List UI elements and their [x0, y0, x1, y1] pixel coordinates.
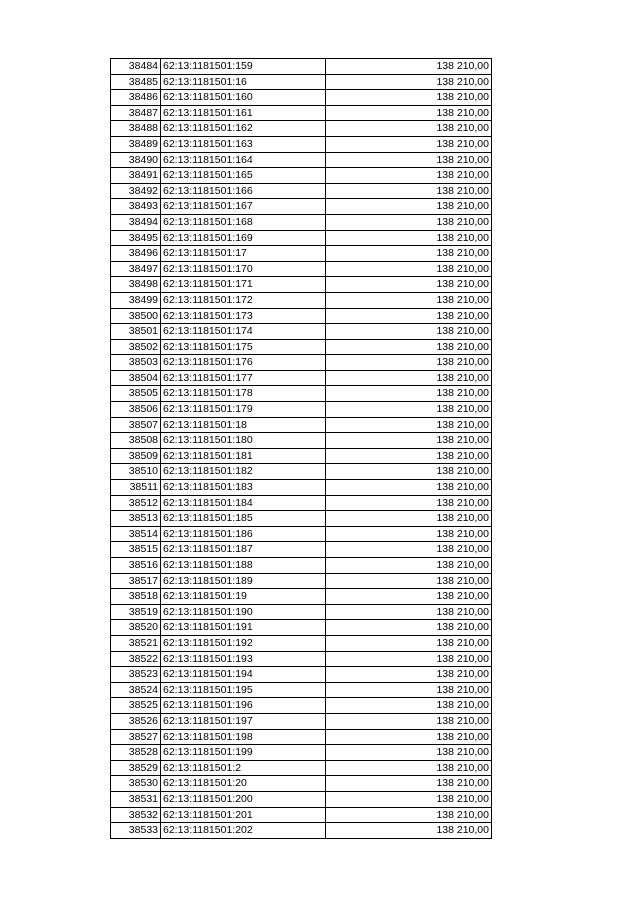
row-number-cell: 38523: [111, 667, 161, 683]
cadastral-number-cell: 62:13:1181501:181: [161, 448, 326, 464]
table-row: [111, 495, 492, 511]
table-body: [111, 59, 492, 839]
cadastral-number-cell: 62:13:1181501:20: [161, 776, 326, 792]
cadastral-number-cell: 62:13:1181501:180: [161, 433, 326, 449]
table-row: [111, 464, 492, 480]
amount-cell: 138 210,00: [326, 199, 492, 215]
amount-cell: 138 210,00: [326, 339, 492, 355]
table-row: [111, 620, 492, 636]
amount-cell: 138 210,00: [326, 620, 492, 636]
table-row: [111, 558, 492, 574]
amount-cell: 138 210,00: [326, 480, 492, 496]
row-number-cell: 38516: [111, 558, 161, 574]
amount-cell: 138 210,00: [326, 448, 492, 464]
amount-cell: 138 210,00: [326, 105, 492, 121]
table-row: [111, 105, 492, 121]
cadastral-number-cell: 62:13:1181501:196: [161, 698, 326, 714]
amount-cell: 138 210,00: [326, 168, 492, 184]
cadastral-number-cell: 62:13:1181501:168: [161, 214, 326, 230]
row-number-cell: 38505: [111, 386, 161, 402]
cadastral-number-cell: 62:13:1181501:198: [161, 729, 326, 745]
amount-cell: 138 210,00: [326, 90, 492, 106]
table-row: [111, 136, 492, 152]
table-row: [111, 261, 492, 277]
amount-cell: 138 210,00: [326, 324, 492, 340]
row-number-cell: 38509: [111, 448, 161, 464]
table-row: [111, 90, 492, 106]
cadastral-number-cell: 62:13:1181501:160: [161, 90, 326, 106]
amount-cell: 138 210,00: [326, 511, 492, 527]
table-row: [111, 745, 492, 761]
table-row: [111, 417, 492, 433]
table-row: [111, 823, 492, 839]
amount-cell: 138 210,00: [326, 745, 492, 761]
cadastral-number-cell: 62:13:1181501:197: [161, 713, 326, 729]
table-row: [111, 604, 492, 620]
amount-cell: 138 210,00: [326, 729, 492, 745]
amount-cell: 138 210,00: [326, 214, 492, 230]
row-number-cell: 38527: [111, 729, 161, 745]
amount-cell: 138 210,00: [326, 776, 492, 792]
row-number-cell: 38487: [111, 105, 161, 121]
amount-cell: 138 210,00: [326, 589, 492, 605]
cadastral-number-cell: 62:13:1181501:190: [161, 604, 326, 620]
amount-cell: 138 210,00: [326, 495, 492, 511]
row-number-cell: 38532: [111, 807, 161, 823]
table-row: [111, 386, 492, 402]
row-number-cell: 38495: [111, 230, 161, 246]
cadastral-value-table: [110, 58, 492, 839]
row-number-cell: 38520: [111, 620, 161, 636]
row-number-cell: 38525: [111, 698, 161, 714]
amount-cell: 138 210,00: [326, 277, 492, 293]
amount-cell: 138 210,00: [326, 230, 492, 246]
table-row: [111, 183, 492, 199]
table-row: [111, 589, 492, 605]
cadastral-number-cell: 62:13:1181501:185: [161, 511, 326, 527]
amount-cell: 138 210,00: [326, 791, 492, 807]
cadastral-number-cell: 62:13:1181501:170: [161, 261, 326, 277]
amount-cell: 138 210,00: [326, 292, 492, 308]
row-number-cell: 38496: [111, 246, 161, 262]
amount-cell: 138 210,00: [326, 261, 492, 277]
cadastral-number-cell: 62:13:1181501:162: [161, 121, 326, 137]
row-number-cell: 38484: [111, 59, 161, 75]
table-row: [111, 573, 492, 589]
row-number-cell: 38490: [111, 152, 161, 168]
table-row: [111, 791, 492, 807]
cadastral-number-cell: 62:13:1181501:19: [161, 589, 326, 605]
table-row: [111, 370, 492, 386]
cadastral-number-cell: 62:13:1181501:165: [161, 168, 326, 184]
amount-cell: 138 210,00: [326, 573, 492, 589]
table-row: [111, 713, 492, 729]
cadastral-number-cell: 62:13:1181501:2: [161, 760, 326, 776]
amount-cell: 138 210,00: [326, 604, 492, 620]
table-row: [111, 682, 492, 698]
table-row: [111, 121, 492, 137]
cadastral-number-cell: 62:13:1181501:179: [161, 402, 326, 418]
table-row: [111, 292, 492, 308]
amount-cell: 138 210,00: [326, 59, 492, 75]
amount-cell: 138 210,00: [326, 713, 492, 729]
table-row: [111, 324, 492, 340]
amount-cell: 138 210,00: [326, 433, 492, 449]
row-number-cell: 38493: [111, 199, 161, 215]
table-row: [111, 433, 492, 449]
table-row: [111, 355, 492, 371]
cadastral-number-cell: 62:13:1181501:193: [161, 651, 326, 667]
amount-cell: 138 210,00: [326, 635, 492, 651]
table-row: [111, 698, 492, 714]
cadastral-number-cell: 62:13:1181501:187: [161, 542, 326, 558]
cadastral-number-cell: 62:13:1181501:163: [161, 136, 326, 152]
table-row: [111, 807, 492, 823]
cadastral-number-cell: 62:13:1181501:182: [161, 464, 326, 480]
amount-cell: 138 210,00: [326, 558, 492, 574]
table-row: [111, 526, 492, 542]
row-number-cell: 38526: [111, 713, 161, 729]
row-number-cell: 38522: [111, 651, 161, 667]
cadastral-number-cell: 62:13:1181501:191: [161, 620, 326, 636]
amount-cell: 138 210,00: [326, 682, 492, 698]
table-row: [111, 308, 492, 324]
amount-cell: 138 210,00: [326, 152, 492, 168]
cadastral-number-cell: 62:13:1181501:159: [161, 59, 326, 75]
row-number-cell: 38491: [111, 168, 161, 184]
cadastral-number-cell: 62:13:1181501:184: [161, 495, 326, 511]
cadastral-number-cell: 62:13:1181501:178: [161, 386, 326, 402]
table-row: [111, 402, 492, 418]
amount-cell: 138 210,00: [326, 807, 492, 823]
table-row: [111, 152, 492, 168]
row-number-cell: 38524: [111, 682, 161, 698]
table-row: [111, 542, 492, 558]
cadastral-number-cell: 62:13:1181501:183: [161, 480, 326, 496]
table-row: [111, 651, 492, 667]
row-number-cell: 38517: [111, 573, 161, 589]
row-number-cell: 38521: [111, 635, 161, 651]
table-row: [111, 230, 492, 246]
table-row: [111, 511, 492, 527]
cadastral-number-cell: 62:13:1181501:167: [161, 199, 326, 215]
amount-cell: 138 210,00: [326, 526, 492, 542]
amount-cell: 138 210,00: [326, 402, 492, 418]
row-number-cell: 38518: [111, 589, 161, 605]
row-number-cell: 38533: [111, 823, 161, 839]
table-row: [111, 277, 492, 293]
amount-cell: 138 210,00: [326, 417, 492, 433]
row-number-cell: 38488: [111, 121, 161, 137]
row-number-cell: 38497: [111, 261, 161, 277]
row-number-cell: 38512: [111, 495, 161, 511]
table-row: [111, 776, 492, 792]
cadastral-number-cell: 62:13:1181501:186: [161, 526, 326, 542]
cadastral-number-cell: 62:13:1181501:188: [161, 558, 326, 574]
cadastral-number-cell: 62:13:1181501:177: [161, 370, 326, 386]
table-row: [111, 74, 492, 90]
table-row: [111, 59, 492, 75]
amount-cell: 138 210,00: [326, 542, 492, 558]
cadastral-number-cell: 62:13:1181501:189: [161, 573, 326, 589]
table-row: [111, 199, 492, 215]
row-number-cell: 38531: [111, 791, 161, 807]
cadastral-number-cell: 62:13:1181501:171: [161, 277, 326, 293]
table-row: [111, 667, 492, 683]
amount-cell: 138 210,00: [326, 121, 492, 137]
amount-cell: 138 210,00: [326, 136, 492, 152]
amount-cell: 138 210,00: [326, 355, 492, 371]
table-row: [111, 635, 492, 651]
row-number-cell: 38486: [111, 90, 161, 106]
amount-cell: 138 210,00: [326, 370, 492, 386]
row-number-cell: 38519: [111, 604, 161, 620]
cadastral-number-cell: 62:13:1181501:192: [161, 635, 326, 651]
row-number-cell: 38530: [111, 776, 161, 792]
table-row: [111, 760, 492, 776]
cadastral-number-cell: 62:13:1181501:201: [161, 807, 326, 823]
table-row: [111, 480, 492, 496]
row-number-cell: 38510: [111, 464, 161, 480]
table-row: [111, 729, 492, 745]
row-number-cell: 38494: [111, 214, 161, 230]
cadastral-number-cell: 62:13:1181501:175: [161, 339, 326, 355]
amount-cell: 138 210,00: [326, 698, 492, 714]
row-number-cell: 38514: [111, 526, 161, 542]
cadastral-number-cell: 62:13:1181501:172: [161, 292, 326, 308]
table-row: [111, 448, 492, 464]
cadastral-number-cell: 62:13:1181501:169: [161, 230, 326, 246]
row-number-cell: 38501: [111, 324, 161, 340]
cadastral-number-cell: 62:13:1181501:174: [161, 324, 326, 340]
row-number-cell: 38489: [111, 136, 161, 152]
row-number-cell: 38529: [111, 760, 161, 776]
row-number-cell: 38500: [111, 308, 161, 324]
row-number-cell: 38485: [111, 74, 161, 90]
cadastral-number-cell: 62:13:1181501:202: [161, 823, 326, 839]
row-number-cell: 38507: [111, 417, 161, 433]
cadastral-number-cell: 62:13:1181501:173: [161, 308, 326, 324]
table-row: [111, 339, 492, 355]
row-number-cell: 38513: [111, 511, 161, 527]
amount-cell: 138 210,00: [326, 823, 492, 839]
row-number-cell: 38515: [111, 542, 161, 558]
cadastral-number-cell: 62:13:1181501:194: [161, 667, 326, 683]
row-number-cell: 38492: [111, 183, 161, 199]
amount-cell: 138 210,00: [326, 760, 492, 776]
cadastral-number-cell: 62:13:1181501:16: [161, 74, 326, 90]
cadastral-number-cell: 62:13:1181501:200: [161, 791, 326, 807]
amount-cell: 138 210,00: [326, 183, 492, 199]
row-number-cell: 38503: [111, 355, 161, 371]
cadastral-number-cell: 62:13:1181501:166: [161, 183, 326, 199]
cadastral-number-cell: 62:13:1181501:164: [161, 152, 326, 168]
row-number-cell: 38506: [111, 402, 161, 418]
cadastral-number-cell: 62:13:1181501:176: [161, 355, 326, 371]
row-number-cell: 38499: [111, 292, 161, 308]
amount-cell: 138 210,00: [326, 74, 492, 90]
amount-cell: 138 210,00: [326, 667, 492, 683]
row-number-cell: 38498: [111, 277, 161, 293]
cadastral-number-cell: 62:13:1181501:161: [161, 105, 326, 121]
row-number-cell: 38511: [111, 480, 161, 496]
row-number-cell: 38504: [111, 370, 161, 386]
cadastral-number-cell: 62:13:1181501:18: [161, 417, 326, 433]
row-number-cell: 38502: [111, 339, 161, 355]
amount-cell: 138 210,00: [326, 386, 492, 402]
amount-cell: 138 210,00: [326, 246, 492, 262]
cadastral-number-cell: 62:13:1181501:199: [161, 745, 326, 761]
amount-cell: 138 210,00: [326, 308, 492, 324]
amount-cell: 138 210,00: [326, 651, 492, 667]
row-number-cell: 38528: [111, 745, 161, 761]
row-number-cell: 38508: [111, 433, 161, 449]
amount-cell: 138 210,00: [326, 464, 492, 480]
cadastral-number-cell: 62:13:1181501:195: [161, 682, 326, 698]
cadastral-number-cell: 62:13:1181501:17: [161, 246, 326, 262]
table-row: [111, 246, 492, 262]
table-row: [111, 168, 492, 184]
table-row: [111, 214, 492, 230]
